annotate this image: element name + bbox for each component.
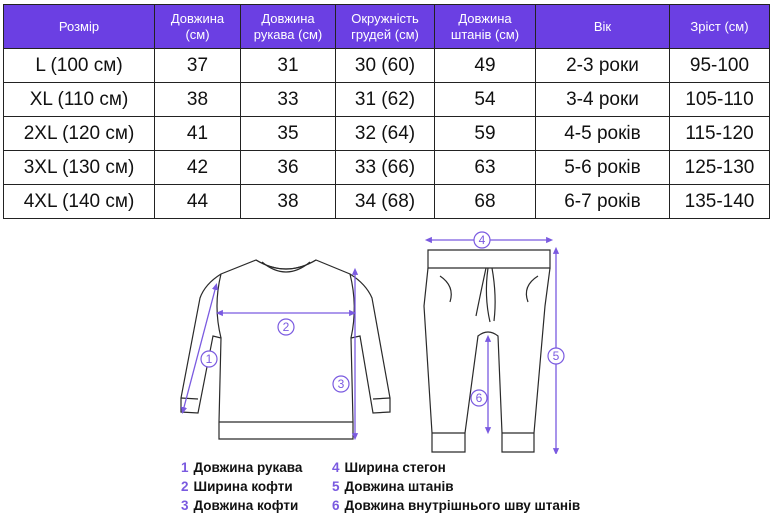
table-cell: 34 (68)	[336, 185, 435, 219]
marker-3-label: 3	[337, 377, 345, 391]
legend-label: Довжина штанів	[344, 479, 454, 494]
legend-number: 4	[332, 460, 340, 475]
legend-item	[332, 477, 580, 496]
table-cell: 33 (66)	[336, 151, 435, 185]
table-cell: 30 (60)	[336, 49, 435, 83]
legend-number: 3	[181, 498, 189, 513]
table-cell: 63	[435, 151, 536, 185]
sweatshirt-drawing	[181, 260, 390, 439]
number-markers	[201, 232, 564, 406]
header-length-line2: (см)	[185, 26, 210, 42]
table-cell: 95-100	[670, 49, 770, 83]
garment-diagram-svg	[0, 226, 773, 454]
legend-item	[181, 458, 302, 477]
marker-6-label: 6	[475, 391, 483, 405]
table-cell: 4-5 років	[536, 117, 670, 151]
legend-number: 1	[181, 460, 189, 475]
table-row	[4, 83, 770, 117]
header-sleeve-length	[241, 5, 336, 49]
table-cell: 6-7 років	[536, 185, 670, 219]
header-age-label: Вік	[593, 18, 612, 34]
table-cell: 33	[241, 83, 336, 117]
header-chest-line2: грудей (см)	[351, 26, 419, 42]
table-cell: 105-110	[670, 83, 770, 117]
table-cell: 37	[155, 49, 241, 83]
table-cell: 36	[241, 151, 336, 185]
header-length	[155, 5, 241, 49]
table-row	[4, 151, 770, 185]
table-row	[4, 117, 770, 151]
legend-number: 5	[332, 479, 340, 494]
header-height	[670, 5, 770, 49]
table-cell: 41	[155, 117, 241, 151]
pants-measurements	[428, 240, 556, 452]
marker-5-label: 5	[552, 349, 560, 363]
header-age	[536, 5, 670, 49]
table-cell: 38	[155, 83, 241, 117]
marker-2-label: 2	[282, 320, 290, 334]
table-cell: 31	[241, 49, 336, 83]
marker-4-label: 4	[478, 233, 486, 247]
marker-1-label: 1	[205, 352, 213, 366]
header-size	[4, 5, 155, 49]
table-row	[4, 185, 770, 219]
table-cell: 125-130	[670, 151, 770, 185]
marker-4	[474, 232, 490, 248]
table-cell: 115-120	[670, 117, 770, 151]
table-cell: 2-3 роки	[536, 49, 670, 83]
marker-2	[278, 319, 294, 335]
legend-label: Ширина стегон	[344, 460, 446, 475]
table-cell: 4XL (140 см)	[4, 185, 155, 219]
header-length-line1: Довжина	[170, 10, 225, 26]
table-row	[4, 49, 770, 83]
table-cell: 5-6 років	[536, 151, 670, 185]
table-header-row	[4, 5, 770, 49]
legend-label: Ширина кофти	[193, 479, 293, 494]
legend-item	[181, 477, 302, 496]
legend-label: Довжина кофти	[193, 498, 299, 513]
pants-drawing	[424, 250, 550, 452]
header-height-label: Зріст (см)	[690, 18, 749, 34]
table-cell: 38	[241, 185, 336, 219]
table-cell: 44	[155, 185, 241, 219]
table-cell: 54	[435, 83, 536, 117]
legend-item	[181, 496, 302, 515]
header-chest-line1: Окружність	[351, 10, 419, 26]
size-chart-table	[3, 4, 770, 219]
marker-6	[471, 390, 487, 406]
legend-item	[332, 458, 580, 477]
marker-1	[201, 351, 217, 367]
table-cell: 3-4 роки	[536, 83, 670, 117]
table-cell: 2XL (120 см)	[4, 117, 155, 151]
header-sleeve-line1: Довжина	[261, 10, 315, 26]
table-cell: 68	[435, 185, 536, 219]
header-pants-length	[435, 5, 536, 49]
table-cell: 42	[155, 151, 241, 185]
legend-column-2	[332, 458, 580, 515]
legend-number: 6	[332, 498, 340, 513]
garment-diagram	[0, 226, 773, 454]
marker-5	[548, 348, 564, 364]
header-size-label: Розмір	[58, 18, 100, 34]
table-cell: 135-140	[670, 185, 770, 219]
header-pants-line2: штанів (см)	[450, 26, 520, 42]
table-cell: 49	[435, 49, 536, 83]
table-cell: 59	[435, 117, 536, 151]
legend-item	[332, 496, 580, 515]
table-cell: 32 (64)	[336, 117, 435, 151]
header-pants-line1: Довжина	[458, 10, 512, 26]
table-cell: 3XL (130 см)	[4, 151, 155, 185]
legend-label: Довжина внутрішнього шву штанів	[344, 498, 581, 513]
legend-label: Довжина рукава	[193, 460, 303, 475]
header-chest	[336, 5, 435, 49]
table-cell: 35	[241, 117, 336, 151]
table-cell: XL (110 см)	[4, 83, 155, 117]
legend-number: 2	[181, 479, 189, 494]
legend-column-1	[181, 458, 302, 515]
header-sleeve-line2: рукава (см)	[253, 26, 323, 42]
marker-3	[333, 376, 349, 392]
table-cell: 31 (62)	[336, 83, 435, 117]
table-cell: L (100 см)	[4, 49, 155, 83]
